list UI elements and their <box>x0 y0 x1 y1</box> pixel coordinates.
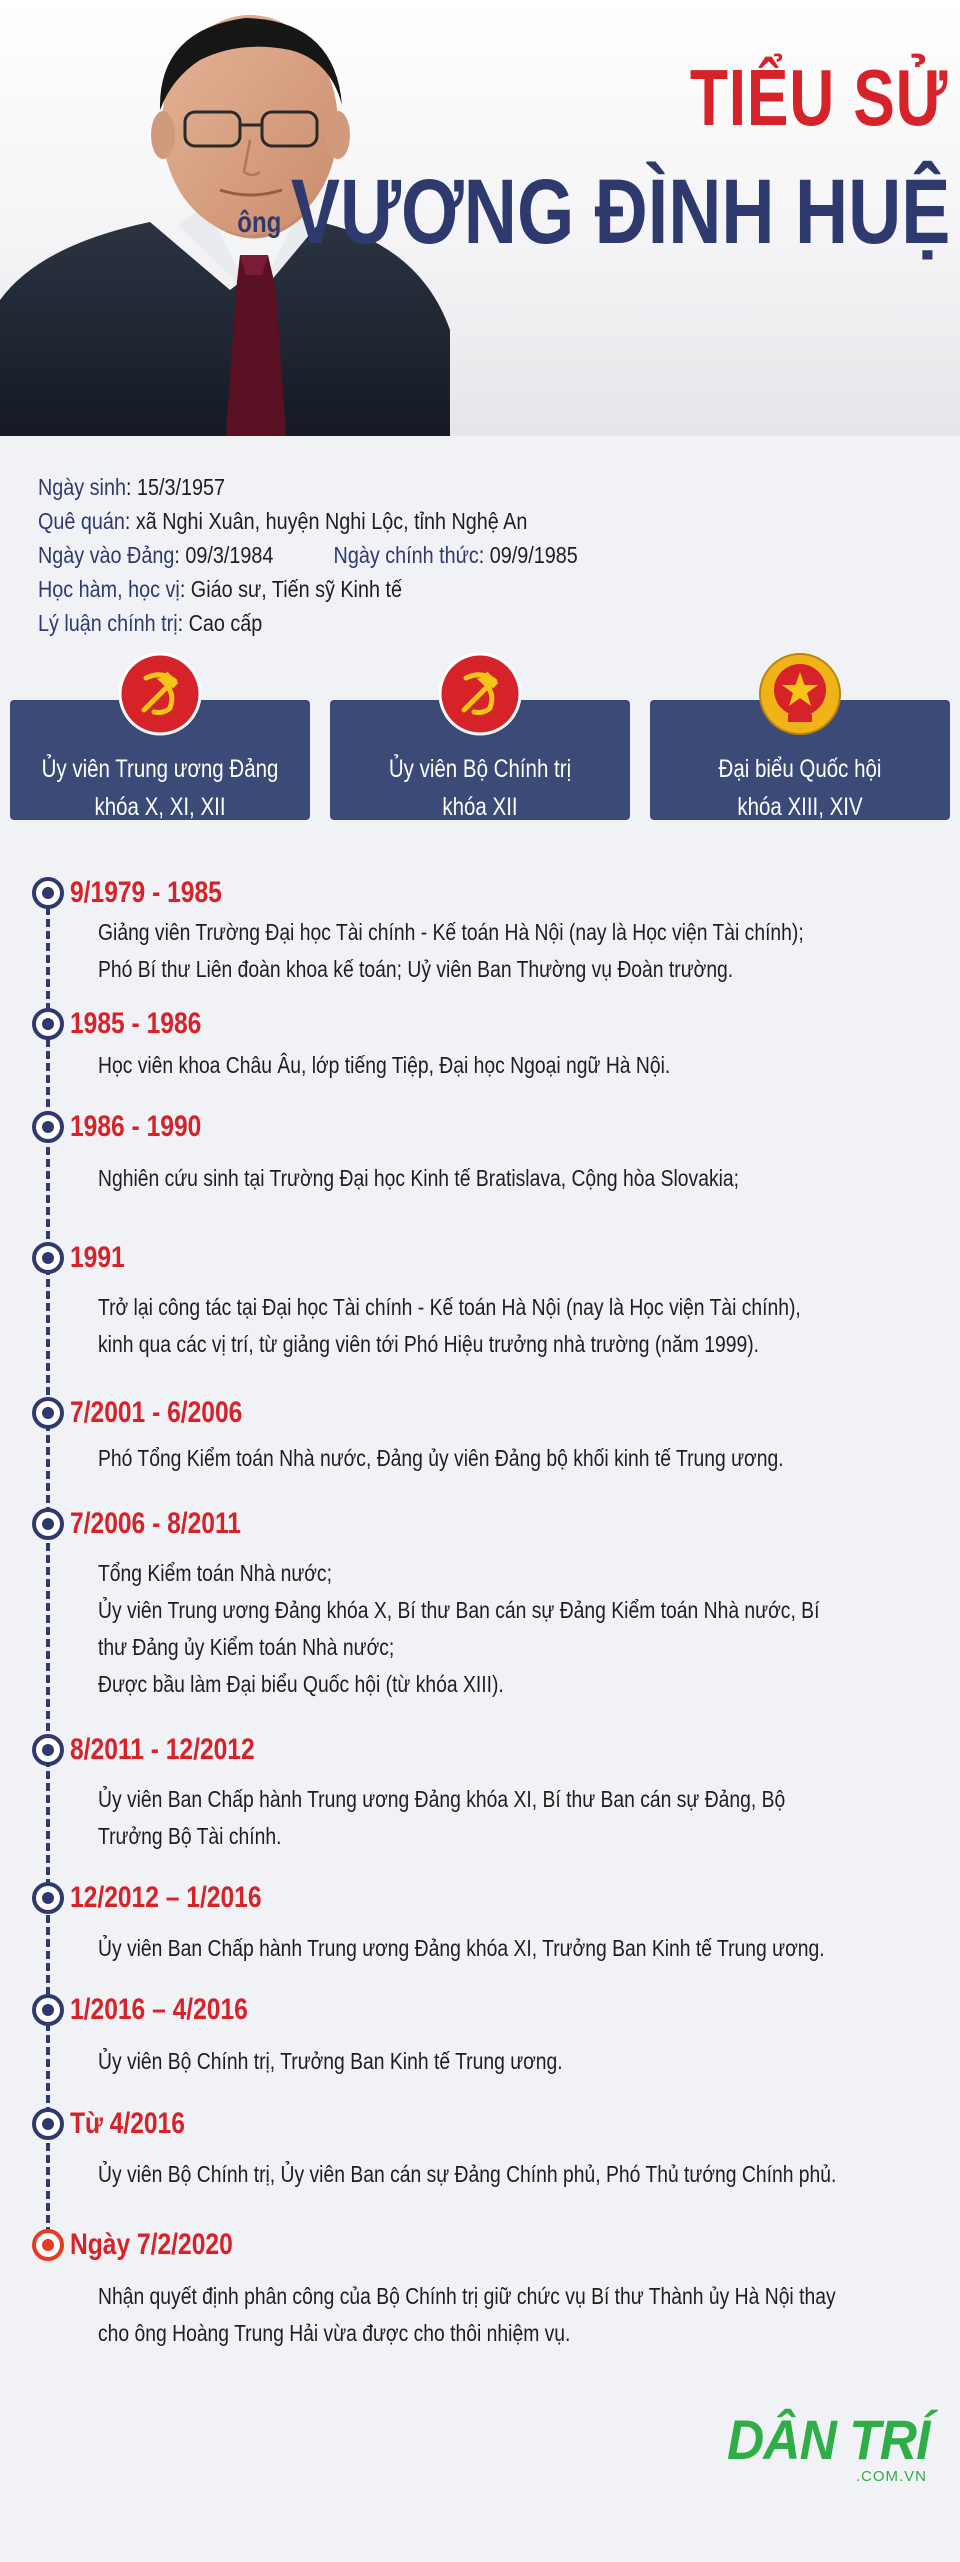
description-line: cho ông Hoàng Trung Hải vừa được cho thôi nhiệm vụ. <box>98 2320 571 2346</box>
info-value: 09/3/1984 <box>185 542 274 568</box>
info-label: Ngày sinh <box>38 474 126 500</box>
timeline-marker <box>32 1397 64 1429</box>
timeline-marker <box>32 1882 64 1914</box>
description-line: Nhận quyết định phân công của Bộ Chính trị giữ chức vụ Bí thư Thành ủy Hà Nội thay <box>98 2283 836 2309</box>
info-hometown: Quê quán: xã Nghi Xuân, huyện Nghi Lộc, tỉnh Nghệ An <box>38 508 528 534</box>
card-line: Ủy viên Trung ương Đảng <box>41 755 279 783</box>
timeline-marker <box>32 877 64 909</box>
title-prefix: ông <box>236 206 281 239</box>
timeline-period: Ngày 7/2/2020 <box>70 2228 233 2261</box>
info-degree: Học hàm, học vị: Giáo sư, Tiến sỹ Kinh tế <box>38 576 402 602</box>
timeline-description <box>98 2156 955 2193</box>
timeline-marker <box>32 1994 64 2026</box>
description-line: thư Đảng ủy Kiểm toán Nhà nước; <box>98 1634 395 1660</box>
timeline-description <box>98 1930 955 1967</box>
person-name: VƯƠNG ĐÌNH HUỆ <box>290 161 951 263</box>
timeline-period: 1986 - 1990 <box>70 1110 202 1143</box>
info-value: 09/9/1985 <box>489 542 578 568</box>
timeline-period: 7/2006 - 8/2011 <box>70 1507 241 1540</box>
timeline-period: Từ 4/2016 <box>70 2107 185 2140</box>
timeline-description <box>98 1555 955 1703</box>
timeline-marker <box>32 1242 64 1274</box>
timeline-marker <box>32 2108 64 2140</box>
timeline-marker <box>32 1111 64 1143</box>
info-label: Học hàm, học vị <box>38 576 180 602</box>
info-value: Giáo sư, Tiến sỹ Kinh tế <box>190 576 402 602</box>
logo-text: DÂN TRÍ <box>727 2408 930 2471</box>
card-title <box>677 750 923 826</box>
timeline-description <box>98 1781 955 1855</box>
card-line: Ủy viên Bộ Chính trị <box>388 755 572 783</box>
description-line: Ủy viên Bộ Chính trị, Ủy viên Ban cán sự Đảng Chính phủ, Phó Thủ tướng Chính phủ. <box>98 2161 837 2187</box>
timeline-description <box>98 2278 955 2352</box>
hammer-sickle-icon <box>438 652 522 736</box>
card-line: khóa X, XI, XII <box>94 793 226 821</box>
description-line: kinh qua các vị trí, từ giảng viên tới Phó Hiệu trưởng nhà trường (năm 1999). <box>98 1331 760 1357</box>
timeline-period: 1/2016 – 4/2016 <box>70 1993 248 2026</box>
description-line: Phó Tổng Kiểm toán Nhà nước, Đảng ủy viên Đảng bộ khối kinh tế Trung ương. <box>98 1445 784 1471</box>
info-value: 15/3/1957 <box>136 474 225 500</box>
description-line: Trưởng Bộ Tài chính. <box>98 1823 282 1849</box>
info-theory: Lý luận chính trị: Cao cấp <box>38 610 263 636</box>
page-title: TIỂU SỬ <box>689 53 948 142</box>
timeline-description <box>98 1047 955 1084</box>
description-line: Được bầu làm Đại biểu Quốc hội (từ khóa XIII). <box>98 1671 504 1697</box>
timeline-marker <box>32 1508 64 1540</box>
header <box>0 0 960 436</box>
description-line: Ủy viên Ban Chấp hành Trung ương Đảng khóa XI, Bí thư Ban cán sự Đảng, Bộ <box>98 1786 786 1812</box>
timeline-description <box>98 914 955 988</box>
info-label: Lý luận chính trị <box>38 610 178 636</box>
timeline-description <box>98 2043 955 2080</box>
timeline-period: 9/1979 - 1985 <box>70 876 222 909</box>
timeline-description <box>98 1160 955 1197</box>
info-value: xã Nghi Xuân, huyện Nghi Lộc, tỉnh Nghệ An <box>135 508 528 534</box>
position-card-national-assembly <box>650 700 950 820</box>
timeline-period: 12/2012 – 1/2016 <box>70 1881 262 1914</box>
card-line: khóa XII <box>442 793 518 821</box>
timeline-period: 1985 - 1986 <box>70 1007 202 1040</box>
timeline-line <box>46 895 50 2235</box>
page-subtitle <box>236 158 951 263</box>
card-line: Đại biểu Quốc hội <box>718 755 882 783</box>
info-label: Quê quán <box>38 508 125 534</box>
card-title <box>37 750 283 826</box>
info-party-join: Ngày vào Đảng: 09/3/1984 Ngày chính thức: 09/9/1985 <box>38 542 578 568</box>
personal-info <box>38 470 918 640</box>
timeline-description <box>98 1289 955 1363</box>
position-card-politburo <box>330 700 630 820</box>
dantri-logo <box>727 2408 930 2490</box>
timeline-description <box>98 1440 955 1477</box>
position-card-central-committee <box>10 700 310 820</box>
description-line: Tổng Kiểm toán Nhà nước; <box>98 1560 332 1586</box>
logo-domain: .COM.VN <box>855 2468 927 2485</box>
description-line: Ủy viên Ban Chấp hành Trung ương Đảng khóa XI, Trưởng Ban Kinh tế Trung ương. <box>98 1935 825 1961</box>
description-line: Nghiên cứu sinh tại Trường Đại học Kinh tế Bratislava, Cộng hòa Slovakia; <box>98 1165 740 1191</box>
info-birth: Ngày sinh: 15/3/1957 <box>38 474 225 500</box>
hammer-sickle-icon <box>118 652 202 736</box>
card-title <box>357 750 603 826</box>
timeline-period: 1991 <box>70 1241 125 1274</box>
timeline-marker-current <box>32 2229 64 2261</box>
national-emblem-icon <box>758 652 842 736</box>
description-line: Học viên khoa Châu Âu, lớp tiếng Tiệp, Đại học Ngoại ngữ Hà Nội. <box>98 1052 671 1078</box>
timeline-period: 8/2011 - 12/2012 <box>70 1733 255 1766</box>
description-line: Trở lại công tác tại Đại học Tài chính - Kế toán Hà Nội (nay là Học viện Tài chính), <box>98 1294 801 1320</box>
timeline-marker <box>32 1008 64 1040</box>
info-label: Ngày chính thức <box>333 542 479 568</box>
description-line: Ủy viên Trung ương Đảng khóa X, Bí thư Ban cán sự Đảng Kiểm toán Nhà nước, Bí <box>98 1597 820 1623</box>
info-label: Ngày vào Đảng <box>38 542 175 568</box>
description-line: Phó Bí thư Liên đoàn khoa kế toán; Uỷ viên Ban Thường vụ Đoàn trường. <box>98 956 734 982</box>
description-line: Giảng viên Trường Đại học Tài chính - Kế toán Hà Nội (nay là Học viện Tài chính); <box>98 919 804 945</box>
info-value: Cao cấp <box>188 610 263 636</box>
card-line: khóa XIII, XIV <box>737 793 863 821</box>
description-line: Ủy viên Bộ Chính trị, Trưởng Ban Kinh tế Trung ương. <box>98 2048 563 2074</box>
timeline-marker <box>32 1734 64 1766</box>
timeline-period: 7/2001 - 6/2006 <box>70 1396 243 1429</box>
